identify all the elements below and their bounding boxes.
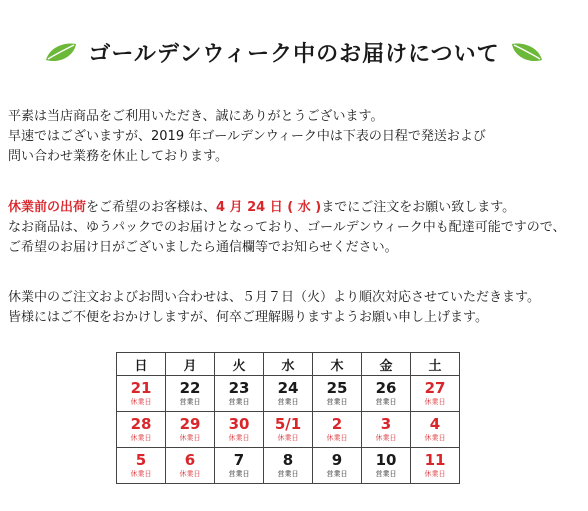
calendar-day-cell <box>264 376 313 412</box>
calendar-day-cell <box>313 412 362 448</box>
calendar-day-status: 休業日 <box>424 434 446 442</box>
weekday-wed: 水 <box>264 353 313 376</box>
calendar-day-status: 休業日 <box>228 434 250 442</box>
calendar-day-number: 8 <box>282 451 294 469</box>
weekday-tue: 火 <box>215 353 264 376</box>
calendar-day-number: 4 <box>429 415 441 433</box>
calendar-day-status: 営業日 <box>375 470 397 478</box>
leaf-icon-right <box>510 40 544 64</box>
intro-line-3: 問い合わせ業務を休止しております。 <box>8 149 228 164</box>
calendar-day-status: 休業日 <box>424 470 446 478</box>
calendar-day-status: 営業日 <box>228 470 250 478</box>
calendar-day-cell <box>411 376 460 412</box>
calendar-day-cell <box>264 412 313 448</box>
calendar-day-number: 27 <box>424 379 446 397</box>
calendar-day-status: 営業日 <box>277 470 299 478</box>
calendar-day-number: 9 <box>331 451 343 469</box>
calendar-day-cell <box>117 376 166 412</box>
calendar-day-status: 休業日 <box>375 434 397 442</box>
calendar-day-number: 30 <box>228 415 250 433</box>
calendar-day-status: 営業日 <box>179 398 201 406</box>
calendar-weekday-row <box>117 353 460 376</box>
closing-line-2: 皆様にはご不便をおかけしますが、何卒ご理解賜りますようお願い申し上げます。 <box>8 310 488 325</box>
calendar-day-cell <box>313 448 362 484</box>
calendar-day-cell <box>215 448 264 484</box>
calendar-day-status: 休業日 <box>424 398 446 406</box>
weekday-fri: 金 <box>362 353 411 376</box>
notice-red-date: 4 月 24 日 ( 水 ) <box>216 200 322 215</box>
intro-line-2: 早速ではございますが、2019 年ゴールデンウィーク中は下表の日程で発送および <box>8 129 486 144</box>
calendar-day-cell <box>117 412 166 448</box>
header <box>0 34 588 70</box>
calendar-week-row <box>117 376 460 412</box>
calendar-day-number: 28 <box>130 415 152 433</box>
intro-paragraph <box>8 107 584 167</box>
calendar-day-number: 2 <box>331 415 343 433</box>
calendar-day-number: 26 <box>375 379 397 397</box>
calendar-day-cell <box>362 448 411 484</box>
calendar-day-number: 3 <box>380 415 392 433</box>
calendar-day-number: 29 <box>179 415 201 433</box>
calendar-day-cell <box>362 412 411 448</box>
calendar-day-cell <box>411 412 460 448</box>
calendar-day-number: 11 <box>424 451 446 469</box>
calendar-day-cell <box>166 448 215 484</box>
notice-line-3: ご希望のお届け日がございましたら通信欄等でお知らせください。 <box>8 240 398 255</box>
calendar-day-number: 5/1 <box>274 415 302 433</box>
weekday-sat: 土 <box>411 353 460 376</box>
calendar-day-cell <box>215 376 264 412</box>
calendar-day-status: 休業日 <box>130 470 152 478</box>
calendar-day-cell <box>313 376 362 412</box>
calendar-day-number: 7 <box>233 451 245 469</box>
calendar-day-status: 休業日 <box>130 434 152 442</box>
calendar-day-cell <box>215 412 264 448</box>
calendar-day-cell <box>362 376 411 412</box>
calendar-day-status: 休業日 <box>179 434 201 442</box>
calendar-day-cell <box>166 412 215 448</box>
notice-text-a: をご希望のお客様は、 <box>86 200 217 215</box>
calendar-week-row <box>117 448 460 484</box>
calendar-day-number: 24 <box>277 379 299 397</box>
weekday-thu: 木 <box>313 353 362 376</box>
calendar-week-row <box>117 412 460 448</box>
holiday-calendar <box>116 352 460 484</box>
calendar-day-status: 休業日 <box>130 398 152 406</box>
notice-line-1 <box>8 198 584 218</box>
notice-line-2: なお商品は、ゆうパックでのお届けとなっており、ゴールデンウィーク中も配達可能ですので、 <box>8 220 566 235</box>
calendar-day-cell <box>411 448 460 484</box>
calendar-day-number: 5 <box>135 451 147 469</box>
weekday-mon: 月 <box>166 353 215 376</box>
calendar-day-status: 休業日 <box>277 434 299 442</box>
calendar-day-status: 営業日 <box>228 398 250 406</box>
calendar-day-status: 営業日 <box>277 398 299 406</box>
calendar-day-number: 6 <box>184 451 196 469</box>
calendar-day-number: 10 <box>375 451 397 469</box>
leaf-icon-left <box>44 40 78 64</box>
calendar-day-cell <box>264 448 313 484</box>
calendar-day-number: 21 <box>130 379 152 397</box>
intro-line-1: 平素は当店商品をご利用いただき、誠にありがとうございます。 <box>8 109 384 124</box>
calendar-day-status: 営業日 <box>326 398 348 406</box>
weekday-sun: 日 <box>117 353 166 376</box>
notice-paragraph <box>8 198 584 258</box>
calendar-day-number: 22 <box>179 379 201 397</box>
calendar-day-status: 休業日 <box>326 434 348 442</box>
notice-red-lead: 休業前の出荷 <box>8 200 87 215</box>
page-title: ゴールデンウィーク中のお届けについて <box>88 41 500 67</box>
calendar-body <box>117 376 460 484</box>
calendar-day-status: 休業日 <box>179 470 201 478</box>
closing-line-1: 休業中のご注文およびお問い合わせは、５月７日（火）より順次対応させていただきます。 <box>8 290 540 305</box>
closing-paragraph <box>8 288 584 328</box>
calendar-day-status: 営業日 <box>375 398 397 406</box>
calendar-day-status: 営業日 <box>326 470 348 478</box>
calendar-day-number: 23 <box>228 379 250 397</box>
notice-text-b: までにご注文をお願い致します。 <box>321 200 516 215</box>
calendar-day-cell <box>117 448 166 484</box>
calendar-day-number: 25 <box>326 379 348 397</box>
calendar-day-cell <box>166 376 215 412</box>
